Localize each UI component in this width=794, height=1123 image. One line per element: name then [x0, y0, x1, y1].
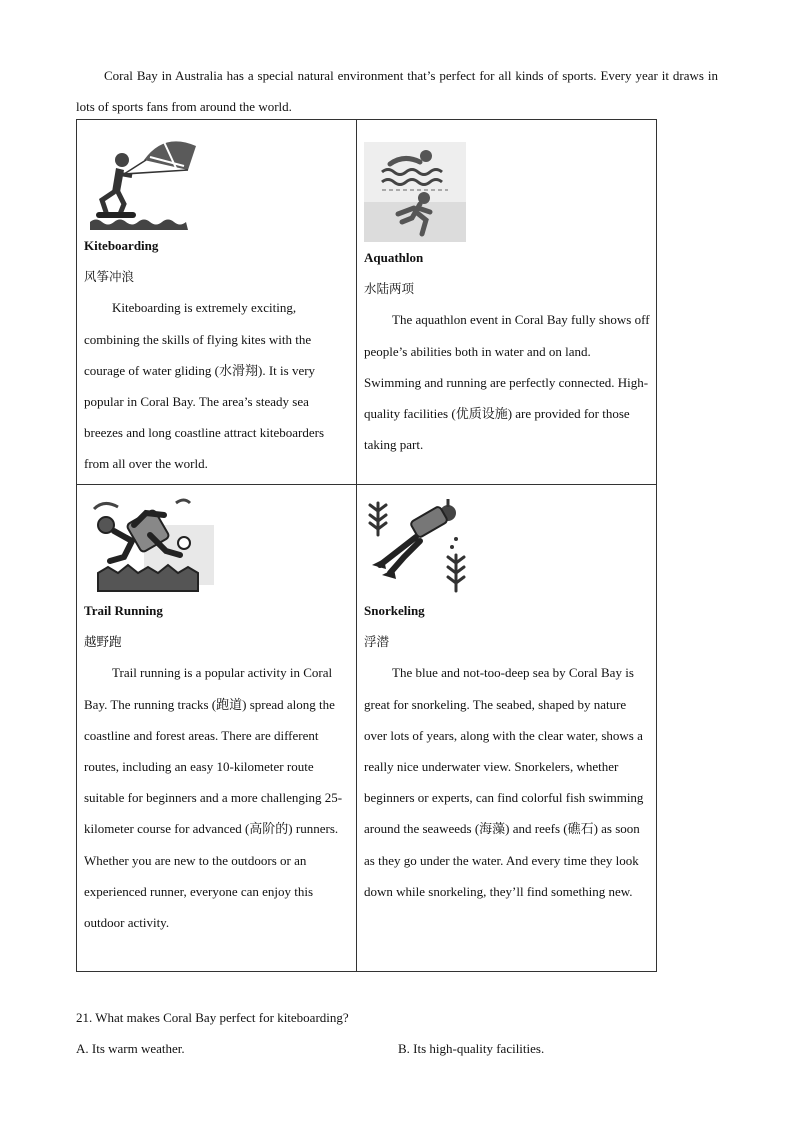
activity-chinese-name: 越野跑: [84, 634, 122, 650]
question-21: 21. What makes Coral Bay perfect for kiteboarding?: [76, 1010, 349, 1025]
kiteboarding-icon: [84, 130, 196, 230]
activity-description: The blue and not-too-deep sea by Coral Bay is great for snorkeling. The seabed, shaped by nature over lots of years, along with the clear water, shows a really nice underwater view. Snorkelers, whether beginners or experts, can find colorful fish swimming around the seaweeds (海藻) and reefs (礁石) as soon as they go under the water. And every time they look down while snorkeling, they’ll find something new.: [364, 665, 644, 899]
activity-title: Kiteboarding: [84, 238, 159, 253]
activity-title: Aquathlon: [364, 250, 424, 265]
activity-chinese-name: 浮潜: [364, 634, 390, 650]
intro-paragraph: Coral Bay in Australia has a special natural environment that’s perfect for all kinds of sports. Every year it draws in lots of sports fans from around the world.: [76, 68, 718, 114]
option-a[interactable]: A. Its warm weather.: [76, 1041, 185, 1056]
kiteboarding-cell: [77, 120, 357, 485]
activity-title: Trail Running: [84, 603, 163, 618]
activity-title: Snorkeling: [364, 603, 425, 618]
activity-chinese-name: 风筝冲浪: [84, 269, 135, 285]
option-b[interactable]: B. Its high-quality facilities.: [398, 1041, 545, 1056]
snorkeling-cell: [357, 485, 657, 972]
activities-table: [76, 119, 657, 972]
trail-running-icon: [84, 495, 214, 595]
aquathlon-cell: [357, 120, 657, 485]
activity-chinese-name: 水陆两项: [364, 281, 415, 297]
activity-description: Trail running is a popular activity in Coral Bay. The running tracks (跑道) spread along the coastline and forest areas. There are different routes, including an easy 10-kilometer route suitable for beginners and a more challenging 25-kilometer course for advanced (高阶的) runners. Whether you are new to the outdoors or an experienced runner, everyone can enjoy this outdoor activity.: [84, 665, 343, 931]
snorkeling-icon: [364, 495, 476, 595]
aquathlon-icon: [364, 142, 466, 242]
table-row: [77, 485, 657, 972]
table-row: [77, 120, 657, 485]
activity-description: Kiteboarding is extremely exciting, combining the skills of flying kites with the courage of water gliding (水滑翔). It is very popular in Coral Bay. The area’s steady sea breezes and long coastline attract kiteboarders from all over the world.: [84, 300, 325, 472]
activity-description: The aquathlon event in Coral Bay fully shows off people’s abilities both in water and on land. Swimming and running are perfectly connected. High-quality facilities (优质设施) are provided for those taking part.: [364, 312, 650, 453]
trail-running-cell: [77, 485, 357, 972]
